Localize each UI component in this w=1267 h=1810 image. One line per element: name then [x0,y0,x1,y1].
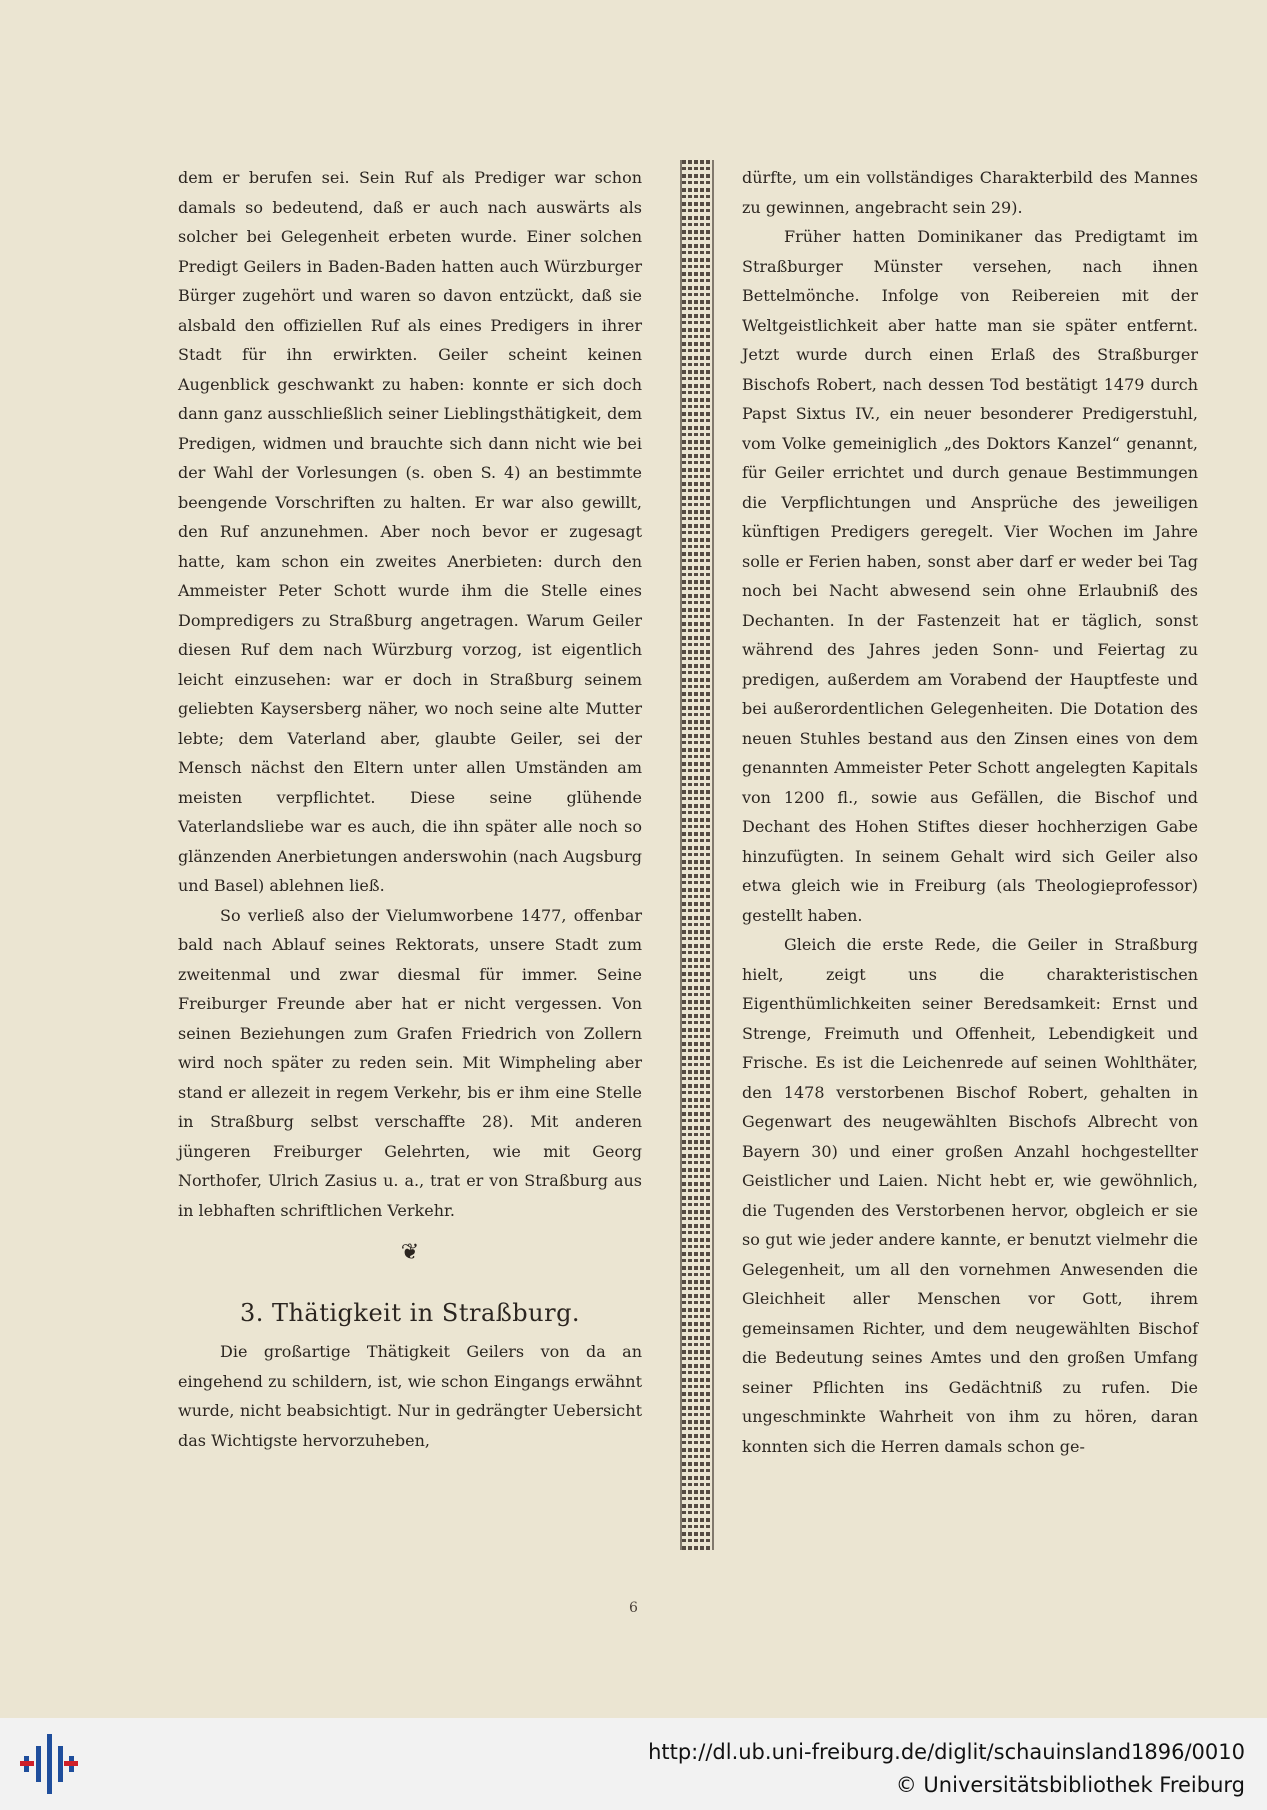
section-heading: 3. Thätigkeit in Straßburg. [239,1299,581,1327]
text-column-left [178,163,642,1455]
logo-bar [58,1746,63,1782]
paragraph: dürfte, um ein vollständiges Charakterbild des Mannes zu gewinnen, angebracht sein 29). [742,168,1198,217]
paragraph: Gleich die erste Rede, die Geiler in Straßburg hielt, zeigt uns die charakteristischen Eigenthümlichkeiten seiner Beredsamkeit: Ernst und Strenge, Freimuth und Offenheit, Lebendigkeit und Frische. Es ist die Leichenrede auf seinen Wohlthäter, den 1478 verstorbenen Bischof Robert, gehalten in Gegenwart des neugewählten Bischofs Albrecht von Bayern 30) und einer großen Anzahl hochgestellter Geistlicher und Laien. Nicht hebt er, wie gewöhnlich, die Tugenden des Verstorbenen hervor, obgleich er sie so gut wie jeder andere kannte, er benutzt vielmehr die Gelegenheit, um all den vornehmen Anwesenden die Gleichheit aller Menschen vor Gott, ihrem gemeinsamen Richter, und dem neugewählten Bischof die Bedeutung seines Amtes und den großen Umfang seiner Pflichten ins Gedächtniß zu rufen. Die ungeschminkte Wahrheit von ihm zu hören, daran konnten sich die Herren damals schon ge- [742,935,1198,1456]
paragraph: dem er berufen sei. Sein Ruf als Prediger war schon damals so bedeutend, daß er auch nach auswärts als solcher bei Gelegenheit erbeten wurde. Einer solchen Predigt Geilers in Baden-Baden hatten auch Würzburger Bürger zugehört und waren so davon entzückt, daß sie alsbald den offiziellen Ruf als eines Predigers in ihrer Stadt für ihn erwirkten. Geiler scheint keinen Augenblick geschwankt zu haben: konnte er sich doch dann ganz ausschließlich seiner Lieblingsthätigkeit, dem Predigen, widmen und brauchte sich dann nicht wie bei der Wahl der Vorlesungen (s. oben S. 4) an bestimmte beengende Vorschriften zu halten. Er war also gewillt, den Ruf anzunehmen. Aber noch bevor er zugesagt hatte, kam schon ein zweites Anerbieten: durch den Ammeister Peter Schott wurde ihm die Stelle eines Dompredigers zu Straßburg angetragen. Warum Geiler diesen Ruf dem nach Würzburg vorzog, ist eigentlich leicht einzusehen: war er doch in Straßburg seinem geliebten Kaysersberg näher, wo noch seine alte Mutter lebte; dem Vaterland aber, glaubte Geiler, sei der Mensch nächst den Eltern unter allen Umständen am meisten verpflichtet. Diese seine glühende Vaterlandsliebe war es auch, die ihn später alle noch so glänzenden Anerbietungen anderswohin (nach Augsburg und Basel) ablehnen ließ. [178,168,642,895]
text-column-right [742,163,1198,1461]
library-logo-icon [18,1732,80,1796]
copyright-notice: © Universitätsbibliothek Freiburg [895,1773,1245,1797]
logo-accent [64,1761,78,1766]
paragraph: So verließ also der Vielumworbene 1477, offenbar bald nach Ablauf seines Rektorats, unsere Stadt zum zweitenmal und zwar diesmal für immer. Seine Freiburger Freunde aber hat er nicht vergessen. Von seinen Beziehungen zum Grafen Friedrich von Zollern wird noch später zu reden sein. Mit Wimpheling aber stand er allezeit in regem Verkehr, bis er ihm eine Stelle in Straßburg selbst verschaffte 28). Mit anderen jüngeren Freiburger Gelehrten, wie mit Georg Northofer, Ulrich Zasius u. a., trat er von Straßburg aus in lebhaften schriftlichen Verkehr. [178,905,642,1220]
permalink-url[interactable]: http://dl.ub.uni-freiburg.de/diglit/schauinsland1896/0010 [648,1740,1245,1764]
logo-accent [20,1761,34,1766]
viewer-footer [0,1718,1267,1810]
paragraph: Früher hatten Dominikaner das Predigtamt im Straßburger Münster versehen, nach ihnen Bettelmönche. Infolge von Reibereien mit der Weltgeistlichkeit aber hatte man sie später entfernt. Jetzt wurde durch einen Erlaß des Straßburger Bischofs Robert, nach dessen Tod bestätigt 1479 durch Papst Sixtus IV., ein neuer besonderer Predigerstuhl, vom Volke gemeiniglich „des Doktors Kanzel“ genannt, für Geiler errichtet und durch genaue Bestimmungen die Verpflichtungen und Ansprüche des jeweiligen künftigen Predigers geregelt. Vier Wochen im Jahre solle er Ferien haben, sonst aber darf er weder bei Tag noch bei Nacht abwesend sein ohne Erlaubniß des Dechanten. In der Fastenzeit hat er täglich, sonst während des Jahres jeden Sonn- und Feiertag zu predigen, außerdem am Vorabend der Hauptfeste und bei außerordentlichen Gelegenheiten. Die Dotation des neuen Stuhles bestand aus den Zinsen eines von dem genannten Ammeister Peter Schott angelegten Kapitals von 1200 fl., sowie aus Gefällen, die Bischof und Dechant des Hohen Stiftes dieser hochherzigen Gabe hinzufügten. In seinem Gehalt wird sich Geiler also etwa gleich wie in Freiburg (als Theologieprofessor) gestellt haben. [742,227,1198,925]
paragraph: Die großartige Thätigkeit Geilers von da an eingehend zu schildern, ist, wie schon Eingangs erwähnt wurde, nicht beabsichtigt. Nur in gedrängter Uebersicht das Wichtigste hervorzuheben, [178,1342,642,1450]
column-divider-edge [712,160,714,1550]
ornamental-column-divider [682,160,712,1550]
floral-ornament-icon: ❦ [400,1240,420,1265]
logo-bar [36,1746,41,1782]
logo-bar [47,1734,52,1794]
page-number: 6 [629,1600,638,1616]
